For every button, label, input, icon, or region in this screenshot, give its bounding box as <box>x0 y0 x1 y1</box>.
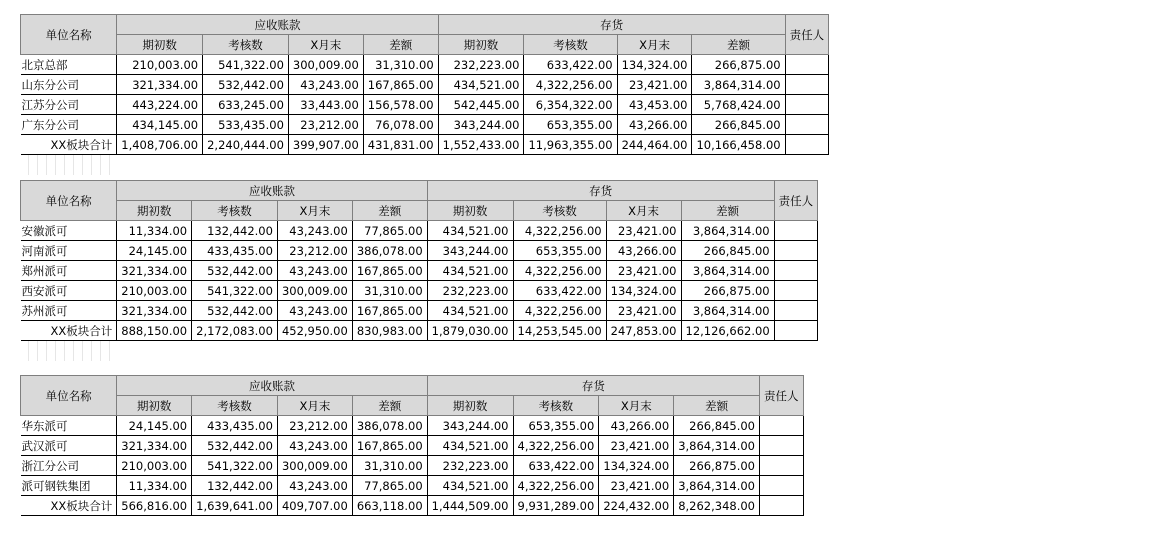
owner-cell[interactable] <box>785 115 829 135</box>
value-cell[interactable]: 434,521.00 <box>427 476 513 496</box>
value-cell[interactable]: 434,521.00 <box>438 75 524 95</box>
column-header: X月末 <box>277 396 352 416</box>
value-cell[interactable]: 11,334.00 <box>117 221 192 241</box>
receivable-header: 应收账款 <box>117 15 438 35</box>
value-cell[interactable]: 43,266.00 <box>617 115 692 135</box>
value-cell[interactable]: 23,421.00 <box>599 436 674 456</box>
owner-cell[interactable] <box>760 456 804 476</box>
value-cell[interactable]: 167,865.00 <box>363 75 438 95</box>
empty-cell[interactable] <box>29 341 38 361</box>
owner-cell[interactable] <box>774 261 818 281</box>
empty-cell[interactable] <box>47 155 56 175</box>
value-cell[interactable]: 3,864,314.00 <box>681 221 774 241</box>
value-cell[interactable]: 167,865.00 <box>352 301 427 321</box>
value-cell[interactable]: 31,310.00 <box>352 281 427 301</box>
value-cell[interactable]: 633,245.00 <box>203 95 289 115</box>
table-row <box>21 301 818 321</box>
total-value-cell[interactable]: 10,166,458.00 <box>692 135 785 155</box>
value-cell[interactable]: 134,324.00 <box>599 456 674 476</box>
value-cell[interactable]: 134,324.00 <box>617 55 692 75</box>
value-cell[interactable]: 266,875.00 <box>674 456 760 476</box>
value-cell[interactable]: 43,266.00 <box>606 241 681 261</box>
value-cell[interactable]: 541,322.00 <box>192 281 278 301</box>
unit-name-cell[interactable]: 北京总部 <box>21 55 117 75</box>
owner-cell[interactable] <box>785 75 829 95</box>
value-cell[interactable]: 434,521.00 <box>427 301 513 321</box>
value-cell[interactable]: 434,145.00 <box>117 115 203 135</box>
value-cell[interactable]: 4,322,256.00 <box>513 476 599 496</box>
value-cell[interactable]: 43,243.00 <box>277 436 352 456</box>
value-cell[interactable]: 23,421.00 <box>599 476 674 496</box>
header-row <box>21 181 818 201</box>
value-cell[interactable]: 3,864,314.00 <box>674 436 760 456</box>
empty-cell[interactable] <box>101 341 110 361</box>
value-cell[interactable]: 31,310.00 <box>352 456 427 476</box>
column-header: 期初数 <box>438 35 524 55</box>
total-value-cell[interactable]: 9,931,289.00 <box>513 496 599 516</box>
inventory-header: 存货 <box>427 376 759 396</box>
column-header: 考核数 <box>513 201 606 221</box>
value-cell[interactable]: 5,768,424.00 <box>692 95 785 115</box>
value-cell[interactable]: 532,442.00 <box>192 301 278 321</box>
value-cell[interactable]: 266,845.00 <box>681 241 774 261</box>
value-cell[interactable]: 77,865.00 <box>352 221 427 241</box>
owner-cell[interactable] <box>760 436 804 456</box>
value-cell[interactable]: 4,322,256.00 <box>513 301 606 321</box>
total-value-cell[interactable]: 409,707.00 <box>277 496 352 516</box>
value-cell[interactable]: 210,003.00 <box>117 55 203 75</box>
owner-cell[interactable] <box>760 476 804 496</box>
spacer-table <box>20 341 110 361</box>
value-cell[interactable]: 232,223.00 <box>427 456 513 476</box>
header-row <box>21 376 804 396</box>
empty-cell[interactable] <box>29 155 38 175</box>
value-cell[interactable]: 134,324.00 <box>606 281 681 301</box>
value-cell[interactable]: 434,521.00 <box>427 261 513 281</box>
column-header: 差额 <box>363 35 438 55</box>
value-cell[interactable]: 633,422.00 <box>513 456 599 476</box>
value-cell[interactable]: 132,442.00 <box>192 221 278 241</box>
value-cell[interactable]: 3,864,314.00 <box>692 75 785 95</box>
value-cell[interactable]: 653,355.00 <box>513 416 599 436</box>
value-cell[interactable]: 653,355.00 <box>513 241 606 261</box>
value-cell[interactable]: 23,212.00 <box>288 115 363 135</box>
spacer-table <box>20 155 110 175</box>
table-row <box>21 456 804 476</box>
inventory-header: 存货 <box>427 181 774 201</box>
total-row <box>21 135 829 155</box>
column-header: 期初数 <box>427 201 513 221</box>
total-value-cell[interactable]: 247,853.00 <box>606 321 681 341</box>
total-value-cell[interactable]: 1,444,509.00 <box>427 496 513 516</box>
total-value-cell[interactable]: 2,240,444.00 <box>203 135 289 155</box>
empty-cell[interactable] <box>83 341 92 361</box>
owner-cell[interactable] <box>785 135 829 155</box>
unit-name-cell[interactable]: 郑州派可 <box>21 261 117 281</box>
unit-name-cell[interactable]: 武汉派可 <box>21 436 117 456</box>
report-table <box>20 375 804 516</box>
table-row <box>21 221 818 241</box>
spacer-cells <box>20 341 110 361</box>
receivable-header: 应收账款 <box>117 376 427 396</box>
total-value-cell[interactable]: 244,464.00 <box>617 135 692 155</box>
value-cell[interactable]: 11,334.00 <box>117 476 192 496</box>
value-cell[interactable]: 167,865.00 <box>352 436 427 456</box>
value-cell[interactable]: 23,212.00 <box>277 241 352 261</box>
column-header: X月末 <box>288 35 363 55</box>
column-header: X月末 <box>606 201 681 221</box>
report-table <box>20 14 829 155</box>
value-cell[interactable]: 532,442.00 <box>192 436 278 456</box>
value-cell[interactable]: 266,845.00 <box>692 115 785 135</box>
table-row <box>21 476 804 496</box>
empty-cell[interactable] <box>47 341 56 361</box>
owner-cell[interactable] <box>774 221 818 241</box>
value-cell[interactable]: 386,078.00 <box>352 416 427 436</box>
value-cell[interactable]: 321,334.00 <box>117 261 192 281</box>
value-cell[interactable]: 633,422.00 <box>524 55 617 75</box>
value-cell[interactable]: 23,421.00 <box>617 75 692 95</box>
value-cell[interactable]: 321,334.00 <box>117 436 192 456</box>
owner-cell[interactable] <box>785 55 829 75</box>
total-label-cell[interactable]: XX板块合计 <box>21 321 117 341</box>
column-header: 差额 <box>674 396 760 416</box>
total-row <box>21 321 818 341</box>
column-header: 期初数 <box>117 201 192 221</box>
value-cell[interactable]: 23,421.00 <box>606 301 681 321</box>
empty-cell[interactable] <box>74 341 83 361</box>
value-cell[interactable]: 43,243.00 <box>277 261 352 281</box>
value-cell[interactable]: 653,355.00 <box>524 115 617 135</box>
value-cell[interactable]: 434,521.00 <box>427 436 513 456</box>
unit-name-cell[interactable]: 安徽派可 <box>21 221 117 241</box>
value-cell[interactable]: 443,224.00 <box>117 95 203 115</box>
unit-name-cell[interactable]: 浙江分公司 <box>21 456 117 476</box>
value-cell[interactable]: 4,322,256.00 <box>513 261 606 281</box>
unit-name-cell[interactable]: 山东分公司 <box>21 75 117 95</box>
report-table <box>20 180 818 341</box>
column-header: 差额 <box>681 201 774 221</box>
owner-cell[interactable] <box>785 95 829 115</box>
value-cell[interactable]: 533,435.00 <box>203 115 289 135</box>
value-cell[interactable]: 300,009.00 <box>277 281 352 301</box>
unit-name-cell[interactable]: 河南派可 <box>21 241 117 261</box>
subheader-row <box>21 201 818 221</box>
empty-cell[interactable] <box>38 341 47 361</box>
value-cell[interactable]: 210,003.00 <box>117 281 192 301</box>
column-header: 期初数 <box>117 35 203 55</box>
total-label-cell[interactable]: XX板块合计 <box>21 496 117 516</box>
value-cell[interactable]: 300,009.00 <box>277 456 352 476</box>
value-cell[interactable]: 77,865.00 <box>352 476 427 496</box>
column-header: 考核数 <box>524 35 617 55</box>
owner-cell[interactable] <box>760 416 804 436</box>
owner-cell[interactable] <box>774 321 818 341</box>
table-row <box>21 261 818 281</box>
value-cell[interactable]: 43,266.00 <box>599 416 674 436</box>
unit-name-cell[interactable]: 华东派可 <box>21 416 117 436</box>
spacer-row <box>20 341 110 361</box>
empty-cell[interactable] <box>56 341 65 361</box>
total-value-cell[interactable]: 1,552,433.00 <box>438 135 524 155</box>
value-cell[interactable]: 3,864,314.00 <box>681 261 774 281</box>
value-cell[interactable]: 541,322.00 <box>192 456 278 476</box>
total-value-cell[interactable]: 8,262,348.00 <box>674 496 760 516</box>
value-cell[interactable]: 4,322,256.00 <box>513 436 599 456</box>
table-row <box>21 75 829 95</box>
value-cell[interactable]: 433,435.00 <box>192 241 278 261</box>
value-cell[interactable]: 532,442.00 <box>203 75 289 95</box>
value-cell[interactable]: 343,244.00 <box>427 241 513 261</box>
value-cell[interactable]: 76,078.00 <box>363 115 438 135</box>
subheader-row <box>21 35 829 55</box>
total-value-cell[interactable]: 224,432.00 <box>599 496 674 516</box>
spacer-row <box>20 155 110 175</box>
value-cell[interactable]: 633,422.00 <box>513 281 606 301</box>
empty-cell[interactable] <box>92 341 101 361</box>
receivable-header: 应收账款 <box>117 181 427 201</box>
empty-cell[interactable] <box>20 155 29 175</box>
total-value-cell[interactable]: 2,172,083.00 <box>192 321 278 341</box>
subheader-row <box>21 396 804 416</box>
report-block <box>20 180 818 341</box>
value-cell[interactable]: 3,864,314.00 <box>681 301 774 321</box>
value-cell[interactable]: 156,578.00 <box>363 95 438 115</box>
spacer-cells <box>20 155 110 175</box>
total-value-cell[interactable]: 12,126,662.00 <box>681 321 774 341</box>
value-cell[interactable]: 43,243.00 <box>277 221 352 241</box>
column-header: X月末 <box>599 396 674 416</box>
table-row <box>21 55 829 75</box>
column-header: 考核数 <box>192 396 278 416</box>
unit-name-header: 单位名称 <box>21 376 117 416</box>
total-value-cell[interactable]: 452,950.00 <box>277 321 352 341</box>
total-value-cell[interactable]: 11,963,355.00 <box>524 135 617 155</box>
total-value-cell[interactable]: 14,253,545.00 <box>513 321 606 341</box>
empty-cell[interactable] <box>56 155 65 175</box>
value-cell[interactable]: 300,009.00 <box>288 55 363 75</box>
value-cell[interactable]: 542,445.00 <box>438 95 524 115</box>
empty-cell[interactable] <box>65 155 74 175</box>
report-block <box>20 375 804 516</box>
table-row <box>21 416 804 436</box>
value-cell[interactable]: 23,421.00 <box>606 261 681 281</box>
table-row <box>21 281 818 301</box>
total-value-cell[interactable]: 399,907.00 <box>288 135 363 155</box>
value-cell[interactable]: 266,875.00 <box>692 55 785 75</box>
empty-cell[interactable] <box>38 155 47 175</box>
total-value-cell[interactable]: 566,816.00 <box>117 496 192 516</box>
total-value-cell[interactable]: 431,831.00 <box>363 135 438 155</box>
total-row <box>21 496 804 516</box>
value-cell[interactable]: 434,521.00 <box>427 221 513 241</box>
value-cell[interactable]: 33,443.00 <box>288 95 363 115</box>
unit-name-cell[interactable]: 西安派可 <box>21 281 117 301</box>
empty-cell[interactable] <box>92 155 101 175</box>
owner-cell[interactable] <box>774 301 818 321</box>
value-cell[interactable]: 532,442.00 <box>192 261 278 281</box>
total-value-cell[interactable]: 1,639,641.00 <box>192 496 278 516</box>
value-cell[interactable]: 210,003.00 <box>117 456 192 476</box>
owner-header: 责任人 <box>785 15 829 55</box>
empty-cell[interactable] <box>74 155 83 175</box>
unit-name-header: 单位名称 <box>21 181 117 221</box>
empty-cell[interactable] <box>101 155 110 175</box>
column-header: 考核数 <box>513 396 599 416</box>
value-cell[interactable]: 31,310.00 <box>363 55 438 75</box>
table-row <box>21 95 829 115</box>
column-header: 期初数 <box>427 396 513 416</box>
value-cell[interactable]: 232,223.00 <box>438 55 524 75</box>
total-value-cell[interactable]: 1,879,030.00 <box>427 321 513 341</box>
value-cell[interactable]: 321,334.00 <box>117 301 192 321</box>
owner-header: 责任人 <box>774 181 818 221</box>
unit-name-cell[interactable]: 苏州派可 <box>21 301 117 321</box>
unit-name-header: 单位名称 <box>21 15 117 55</box>
value-cell[interactable]: 24,145.00 <box>117 416 192 436</box>
value-cell[interactable]: 343,244.00 <box>427 416 513 436</box>
value-cell[interactable]: 43,243.00 <box>277 476 352 496</box>
total-value-cell[interactable]: 888,150.00 <box>117 321 192 341</box>
owner-cell[interactable] <box>774 241 818 261</box>
value-cell[interactable]: 132,442.00 <box>192 476 278 496</box>
empty-cell[interactable] <box>20 341 29 361</box>
value-cell[interactable]: 266,845.00 <box>674 416 760 436</box>
empty-cell[interactable] <box>83 155 92 175</box>
inventory-header: 存货 <box>438 15 785 35</box>
value-cell[interactable]: 343,244.00 <box>438 115 524 135</box>
table-row <box>21 115 829 135</box>
value-cell[interactable]: 23,212.00 <box>277 416 352 436</box>
value-cell[interactable]: 43,453.00 <box>617 95 692 115</box>
column-header: 考核数 <box>203 35 289 55</box>
owner-cell[interactable] <box>760 496 804 516</box>
value-cell[interactable]: 321,334.00 <box>117 75 203 95</box>
total-value-cell[interactable]: 1,408,706.00 <box>117 135 203 155</box>
owner-header: 责任人 <box>760 376 804 416</box>
column-header: 差额 <box>352 396 427 416</box>
column-header: X月末 <box>617 35 692 55</box>
table-row <box>21 436 804 456</box>
value-cell[interactable]: 43,243.00 <box>288 75 363 95</box>
value-cell[interactable]: 386,078.00 <box>352 241 427 261</box>
table-row <box>21 241 818 261</box>
value-cell[interactable]: 24,145.00 <box>117 241 192 261</box>
value-cell[interactable]: 6,354,322.00 <box>524 95 617 115</box>
column-header: 考核数 <box>192 201 278 221</box>
column-header: 差额 <box>692 35 785 55</box>
value-cell[interactable]: 266,875.00 <box>681 281 774 301</box>
unit-name-cell[interactable]: 江苏分公司 <box>21 95 117 115</box>
owner-cell[interactable] <box>774 281 818 301</box>
unit-name-cell[interactable]: 派可钢铁集团 <box>21 476 117 496</box>
value-cell[interactable]: 4,322,256.00 <box>513 221 606 241</box>
value-cell[interactable]: 43,243.00 <box>277 301 352 321</box>
column-header: 差额 <box>352 201 427 221</box>
value-cell[interactable]: 541,322.00 <box>203 55 289 75</box>
total-value-cell[interactable]: 663,118.00 <box>352 496 427 516</box>
value-cell[interactable]: 167,865.00 <box>352 261 427 281</box>
value-cell[interactable]: 433,435.00 <box>192 416 278 436</box>
column-header: 期初数 <box>117 396 192 416</box>
empty-cell[interactable] <box>65 341 74 361</box>
report-block <box>20 14 829 155</box>
header-row <box>21 15 829 35</box>
value-cell[interactable]: 3,864,314.00 <box>674 476 760 496</box>
unit-name-cell[interactable]: 广东分公司 <box>21 115 117 135</box>
value-cell[interactable]: 232,223.00 <box>427 281 513 301</box>
column-header: X月末 <box>277 201 352 221</box>
total-label-cell[interactable]: XX板块合计 <box>21 135 117 155</box>
value-cell[interactable]: 23,421.00 <box>606 221 681 241</box>
total-value-cell[interactable]: 830,983.00 <box>352 321 427 341</box>
value-cell[interactable]: 4,322,256.00 <box>524 75 617 95</box>
